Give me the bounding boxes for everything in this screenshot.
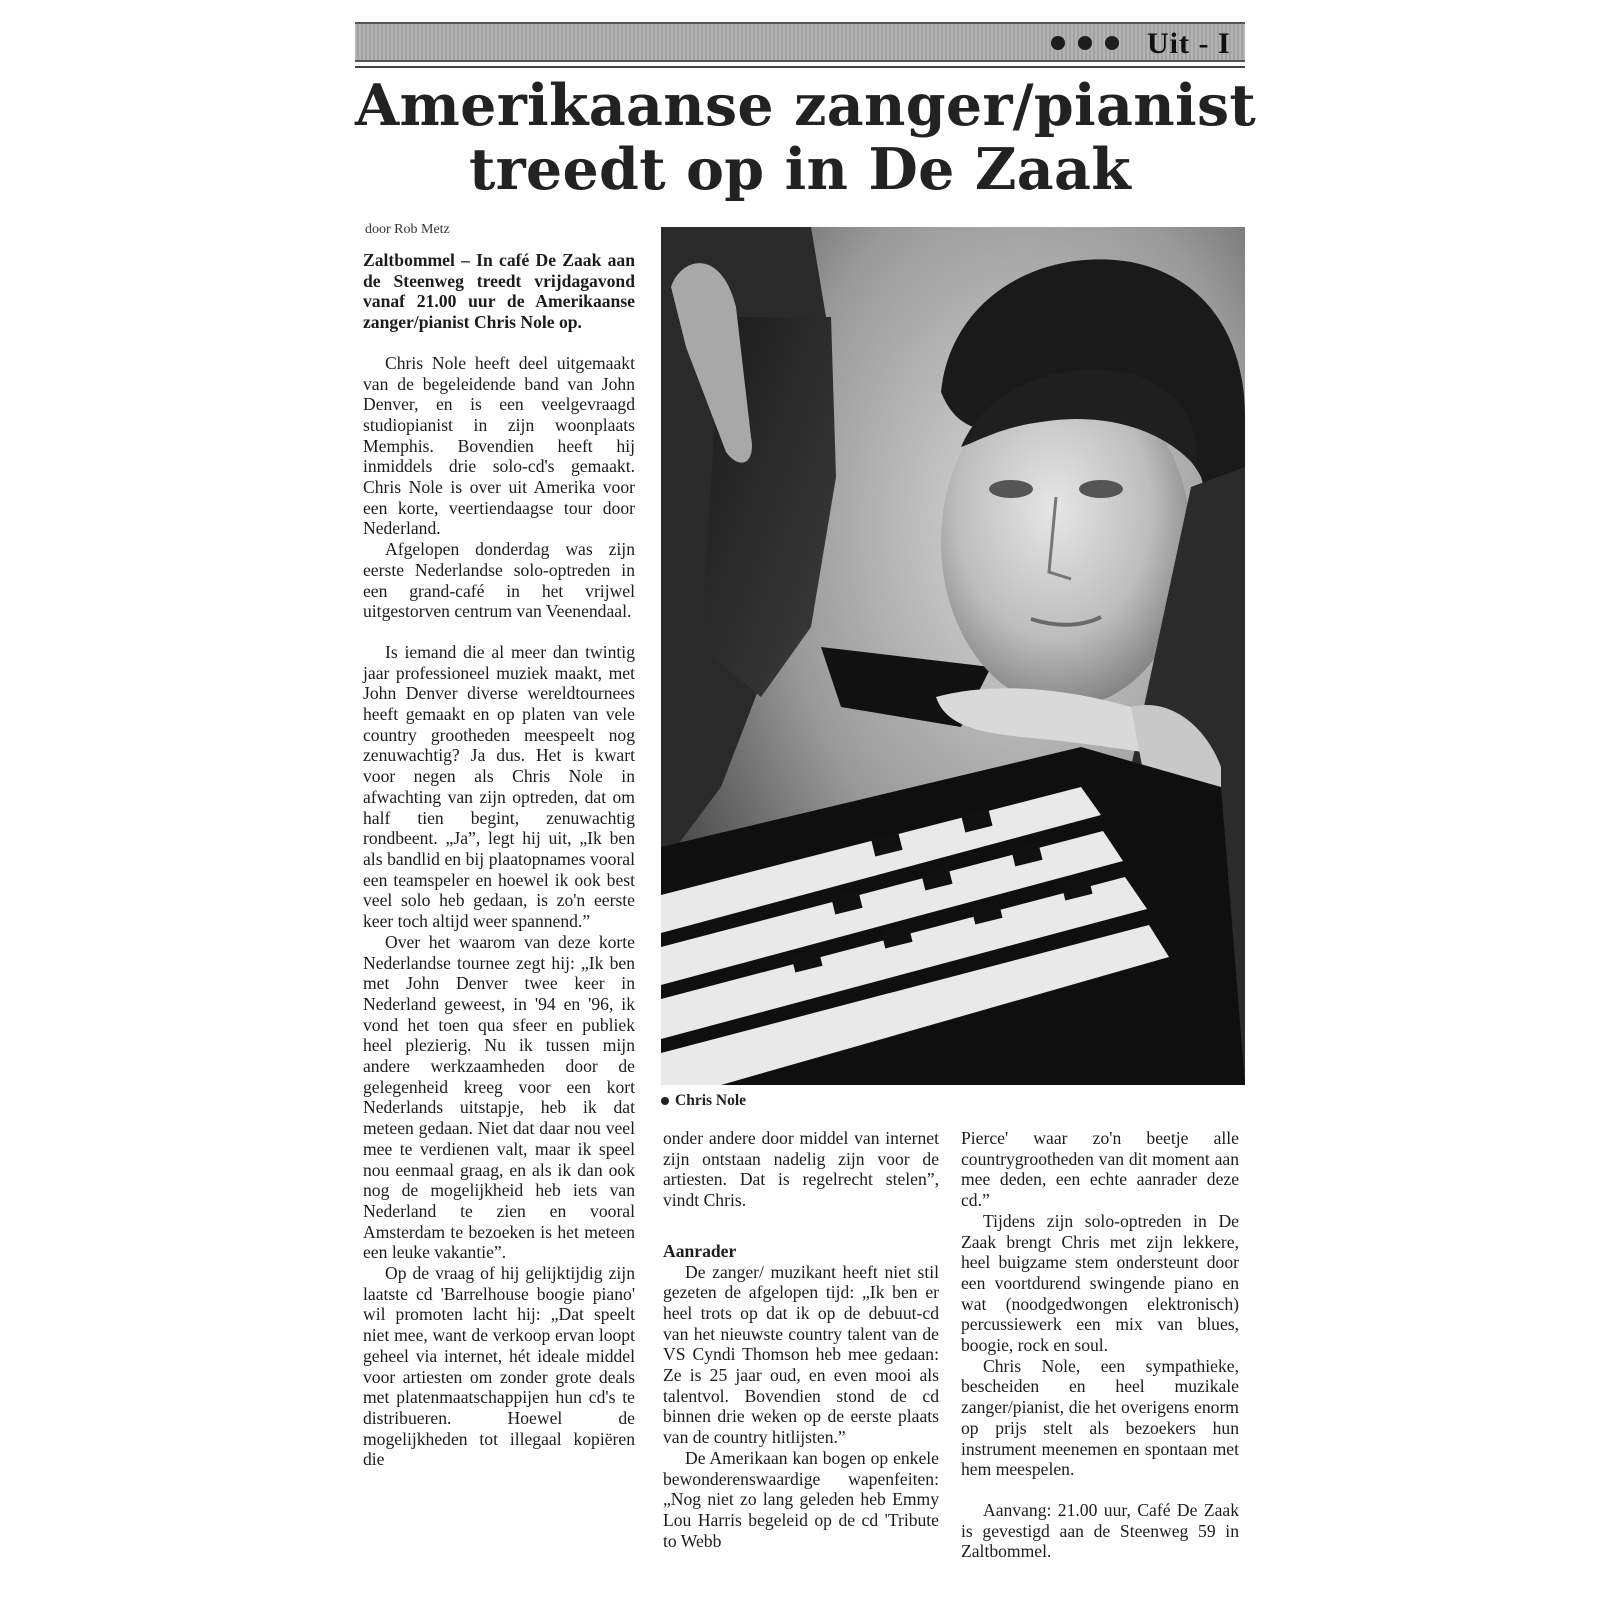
article-column-2 [663,1128,939,1551]
dot-icon [1051,36,1065,50]
body-paragraph: De zanger/ muzikant heeft niet stil gezeten de afgelopen tijd: „Ik ben er heel trots op dat ik op de debuut-cd van het nieuwste country talent van de VS Cyndi Thomson heb mee gedaan: Ze is 25 jaar oud, en even mooi als talentvol. Bovendien stond de cd binnen drie weken op de eerste plaats van de country hitlijsten.” [663,1261,939,1448]
header-rule [355,66,1245,68]
body-paragraph: onder andere door middel van internet zijn ontstaan nadelig zijn voor de artiesten. Dat is regelrecht stelen”, vindt Chris. [663,1128,939,1211]
body-paragraph: De Amerikaan kan bogen op enkele bewonderenswaardige wapenfeiten: „Nog niet zo lang geleden heb Emmy Lou Harris begeleid op de cd 'Tribute to Webb [663,1447,939,1551]
dot-icon [1105,36,1119,50]
header-dots [1051,33,1119,53]
article-column-1 [363,250,635,1470]
headline-line-2: treedt op in De Zaak [468,135,1132,203]
byline: door Rob Metz [365,222,450,237]
newspaper-clipping [355,22,1256,1592]
lede-paragraph: Zaltbommel – In café De Zaak aan de Steenweg treedt vrijdagavond vanaf 21.00 uur de Amerikaanse zanger/pianist Chris Nole op. [363,250,635,333]
body-paragraph: Tijdens zijn solo-optreden in De Zaak brengt Chris met zijn lekkere, heel buigzame stem ondersteunt door een voortdurend swingende piano en wat (noodgedwongen elektronisch) percussiewerk een mix van blues, boogie, rock en soul. [961,1210,1239,1356]
headline-line-1: Amerikaanse zanger/pianist [355,72,1256,139]
body-paragraph: Over het waarom van deze korte Nederlandse tournee zegt hij: „Ik ben met John Denver twee keer in Nederland geweest, in '94 en '96, ik vond het toen qua sfeer en publiek heel plezierig. Nu ik tussen mijn andere werkzaamheden door de gelegenheid kreeg voor een kort Nederlands uitstapje, heb ik dat meteen gedaan. Niet dat daar nou veel mee te verdienen valt, maar ik speel nou eenmaal graag, en als ik dan ook nog de mogelijkheid heb iets van Nederland te zien en vooral Amsterdam te bezoeken is het meteen een leuke vakantie”. [363,931,635,1263]
body-paragraph: Chris Nole, een sympathieke, bescheiden en heel muzikale zanger/pianist, die het overigens enorm op prijs stelt als bezoekers hun instrument meenemen en spontaan met hem meespelen. [961,1355,1239,1480]
body-paragraph: Op de vraag of hij gelijktijdig zijn laatste cd 'Barrelhouse boogie piano' wil promoten lacht hij: „Dat speelt niet mee, want de verkoop ervan loopt geheel via internet, hét ideale middel voor artiesten om zonder grote deals met platenmaatschappijen hun cd's te distribueren. Hoewel de mogelijkheden tot illegaal kopiëren die [363,1263,635,1470]
section-label: Uit - I [1147,27,1231,60]
body-paragraph: Aanvang: 21.00 uur, Café De Zaak is gevestigd aan de Steenweg 59 in Zaltbommel. [961,1499,1239,1562]
portrait-photo [661,227,1245,1085]
body-paragraph: Pierce' waar zo'n beetje alle countrygrootheden van dit moment aan mee deden, een echte aanrader deze cd.” [961,1128,1239,1211]
dot-icon [1078,36,1092,50]
photo-caption-text: Chris Nole [675,1092,747,1109]
bullet-icon [661,1097,669,1105]
body-paragraph: Is iemand die al meer dan twintig jaar professioneel muziek maakt, met John Denver diverse wereldtournees heeft gemaakt en op platen van vele country grootheden meespeelt nog zenuwachtig? Ja dus. Het is kwart voor negen als Chris Nole in afwachting van zijn optreden, dat om half tien begint, zenuwachtig rondbeent. „Ja”, legt hij uit, „Ik ben als bandlid en bij plaatopnames vooral een teamspeler en hoewel ik ook best veel solo heb gedaan, is zo'n eerste keer toch altijd weer spannend.” [363,641,635,932]
subheading: Aanrader [663,1240,737,1261]
section-header-bar [355,22,1245,62]
body-paragraph: Chris Nole heeft deel uitgemaakt van de begeleidende band van John Denver, en is een veelgevraagd studiopianist in zijn woonplaats Memphis. Bovendien heeft hij inmiddels drie solo-cd's gemaakt. Chris Nole is over uit Amerika voor een korte, veertiendaagse tour door Nederland. [363,352,635,539]
headline [355,72,1256,203]
body-paragraph: Afgelopen donderdag was zijn eerste Nederlandse solo-optreden in een grand-café in het vrijwel uitgestorven centrum van Veenendaal. [363,539,635,622]
photo-caption [661,1092,746,1110]
article-column-3 [961,1128,1239,1562]
